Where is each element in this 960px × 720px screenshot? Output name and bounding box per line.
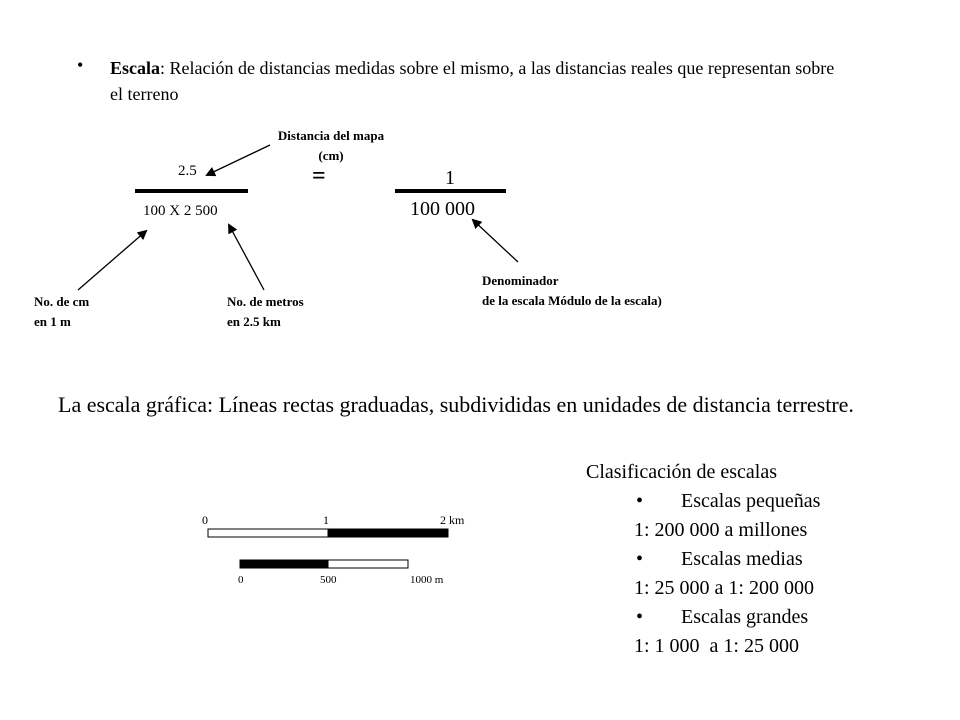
km-tick-1: 1 <box>323 513 329 527</box>
classification-item-medium <box>586 545 820 574</box>
classification-range: 1: 1 000 a 1: 25 000 <box>634 635 799 657</box>
graphic-scale-text: La escala gráfica: Líneas rectas graduadas, subdivididas en unidades de distancia terrestre. <box>58 392 854 417</box>
m-scale-white-segment <box>328 560 408 568</box>
arrow-cm <box>78 231 146 290</box>
equals-sign: = <box>312 163 326 189</box>
classification-item-small <box>586 487 820 516</box>
m-tick-0: 0 <box>238 574 244 586</box>
m-scale-black-segment <box>240 560 328 568</box>
arrow-m <box>229 225 264 290</box>
classification-title: Clasificación de escalas <box>586 461 778 483</box>
bullet-dot: • <box>636 606 644 628</box>
classification-item-large <box>586 603 820 632</box>
numerator-right: 1 <box>445 167 455 189</box>
classification-range: 1: 25 000 a 1: 200 000 <box>634 577 814 599</box>
label-cm-line1: No. de cm <box>34 294 90 309</box>
label-map-distance-line1: Distancia del mapa <box>277 128 385 143</box>
km-scale-white-segment <box>208 529 328 537</box>
bullet-dot: • <box>77 55 84 75</box>
bullet-dot: • <box>636 548 644 570</box>
denominator-left: 100 X 2 500 <box>143 203 218 219</box>
numerator-left: 2.5 <box>178 163 197 179</box>
classification-range: 1: 200 000 a millones <box>634 519 808 541</box>
km-tick-2: 2 km <box>440 513 465 527</box>
classification-name: Escalas medias <box>681 548 803 570</box>
label-m-line2: en 2.5 km <box>227 314 281 329</box>
bullet-dot: • <box>636 490 644 512</box>
arrow-map-distance <box>207 145 270 175</box>
classification-block <box>586 458 820 661</box>
arrow-denominator <box>473 220 518 262</box>
label-cm-line2: en 1 m <box>34 314 71 329</box>
km-scale-black-segment <box>328 529 448 537</box>
classification-name: Escalas pequeñas <box>681 490 821 512</box>
intro-definition: : Relación de distancias medidas sobre el mismo, a las distancias reales que representan sobre el terreno <box>110 58 835 104</box>
label-m-line1: No. de metros <box>227 294 304 309</box>
label-denominator-line1: Denominador <box>482 273 559 288</box>
m-tick-1000: 1000 m <box>410 574 444 586</box>
intro-term: Escala <box>110 58 161 78</box>
label-map-distance-line2: (cm) <box>318 148 344 163</box>
label-denominator-line2: de la escala Módulo de la escala) <box>482 293 662 308</box>
classification-name: Escalas grandes <box>681 606 809 628</box>
m-tick-500: 500 <box>320 574 337 586</box>
denominator-right: 100 000 <box>410 198 475 220</box>
km-tick-0: 0 <box>202 513 208 527</box>
